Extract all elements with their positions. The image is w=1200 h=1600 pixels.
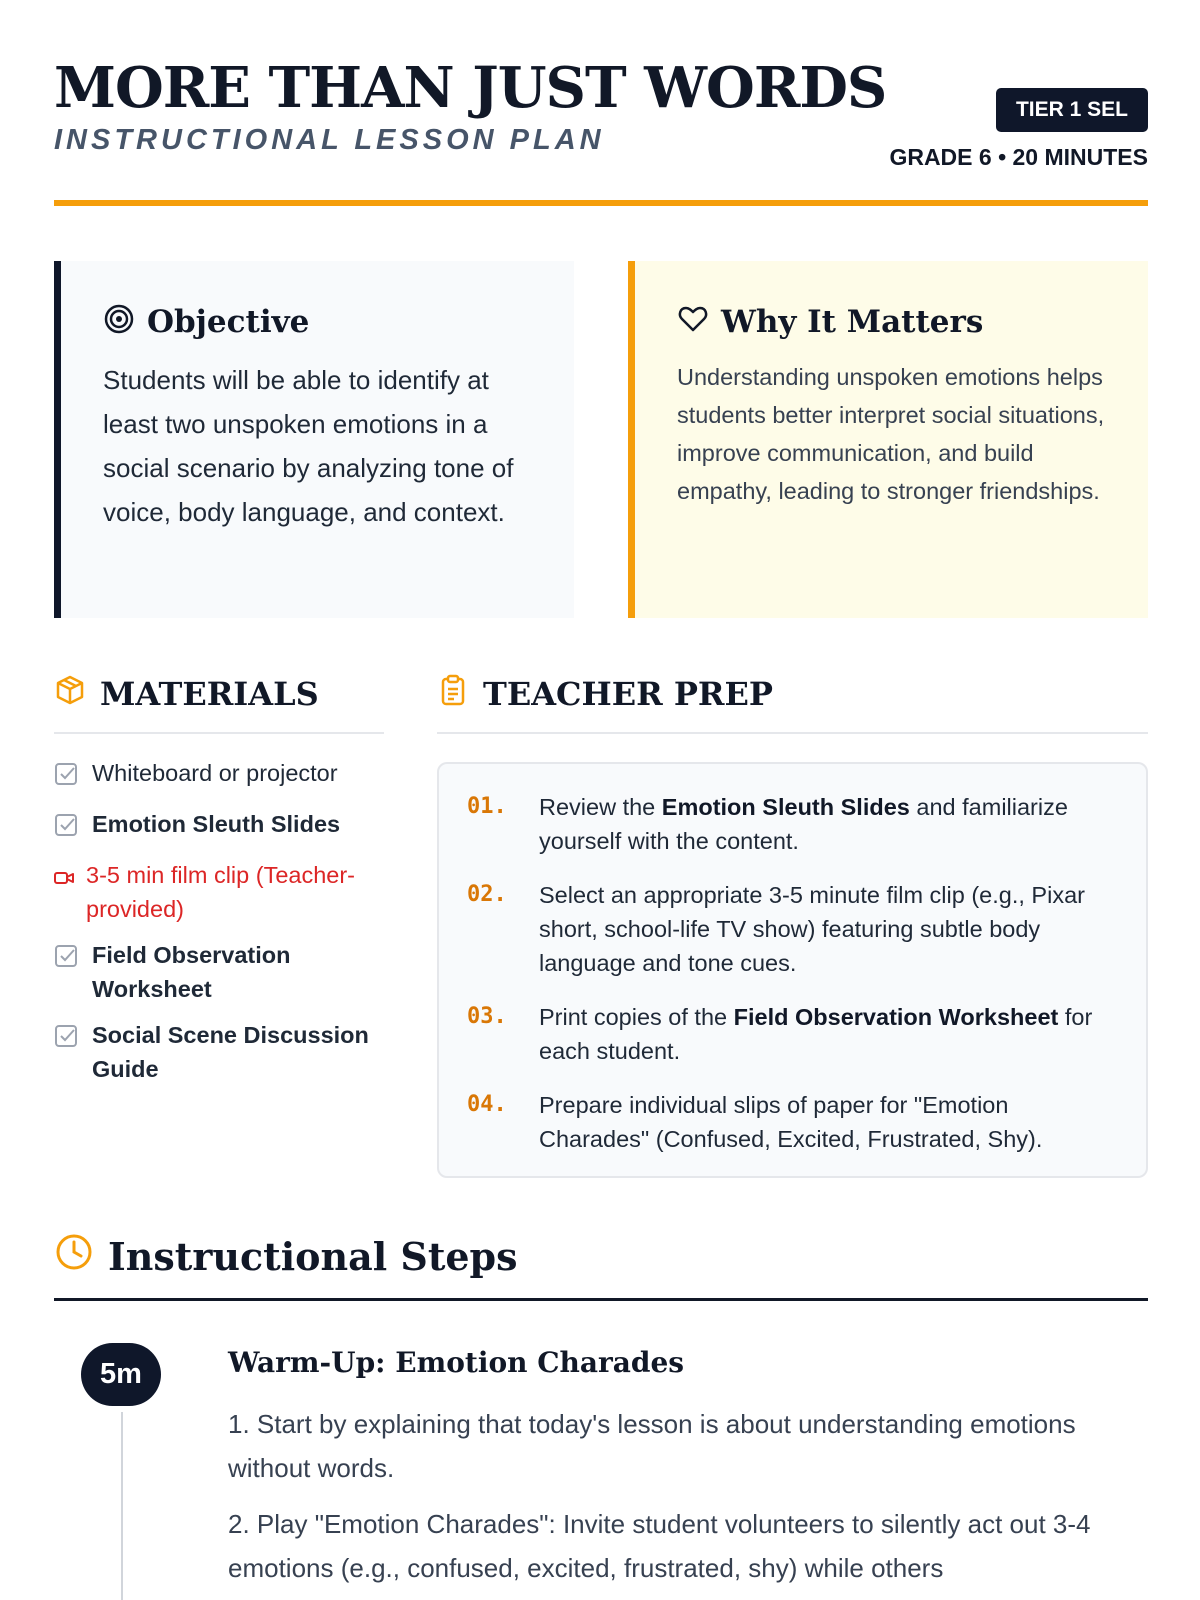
check-square-icon xyxy=(54,807,80,846)
clipboard-icon xyxy=(437,674,469,714)
step-line: 1. Start by explaining that today's lesson is about understanding emotions without words. xyxy=(228,1409,1076,1483)
objective-card xyxy=(54,261,574,618)
clock-icon xyxy=(54,1232,94,1281)
teacher-prep-heading: TEACHER PREP xyxy=(437,674,773,714)
instructional-steps-heading: Instructional Steps xyxy=(54,1232,518,1281)
list-item: Emotion Sleuth Slides xyxy=(54,807,384,846)
page-subtitle: INSTRUCTIONAL LESSON PLAN xyxy=(54,124,605,156)
step-body xyxy=(228,1402,1148,1600)
video-icon xyxy=(54,858,74,926)
step-duration-badge: 5m xyxy=(81,1343,161,1406)
tier-badge: TIER 1 SEL xyxy=(996,88,1148,132)
page-title: MORE THAN JUST WORDS xyxy=(54,55,887,121)
list-item: 02. Select an appropriate 3-5 minute film clip (e.g., Pixar short, school-life TV show) featuring subtle body language and tone cues. xyxy=(467,882,1085,976)
list-item: 04. Prepare individual slips of paper for "Emotion Charades" (Confused, Excited, Frustrated, Shy). xyxy=(467,1092,1043,1152)
why-text: Understanding unspoken emotions helps students better interpret social situations, improve communication, and build empathy, leading to stronger friendships. xyxy=(677,364,1105,504)
why-heading: Why It Matters xyxy=(721,303,984,340)
list-item: 01. Review the Emotion Sleuth Slides and familiarize yourself with the content. xyxy=(467,794,1068,854)
timeline-line xyxy=(121,1412,123,1600)
list-item: Whiteboard or projector xyxy=(54,756,384,795)
materials-heading: MATERIALS xyxy=(54,674,319,714)
list-item: 03. Print copies of the Field Observation Worksheet for each student. xyxy=(467,1004,1093,1064)
heart-icon xyxy=(677,303,709,340)
step-line: 2. Play "Emotion Charades": Invite student volunteers to silently act out 3-4 emotions (e.g., confused, excited, frustrated, shy) while others xyxy=(228,1509,1091,1583)
teacher-prep-box xyxy=(437,762,1148,1178)
package-icon xyxy=(54,674,86,714)
check-square-icon xyxy=(54,1018,80,1086)
objective-heading: Objective xyxy=(147,303,310,340)
target-icon xyxy=(103,303,135,340)
header-divider xyxy=(54,200,1148,206)
check-square-icon xyxy=(54,938,80,1006)
teacher-prep-divider xyxy=(437,732,1148,734)
step-title: Warm-Up: Emotion Charades xyxy=(228,1346,685,1379)
steps-divider xyxy=(54,1298,1148,1301)
lesson-header xyxy=(54,56,1148,208)
materials-divider xyxy=(54,732,384,734)
grade-duration: GRADE 6 • 20 MINUTES xyxy=(889,144,1148,170)
why-it-matters-card xyxy=(628,261,1148,618)
materials-list xyxy=(54,756,384,1098)
list-item: Field Observation Worksheet xyxy=(54,938,384,1006)
objective-text: Students will be able to identify at least two unspoken emotions in a social scenario by analyzing tone of voice, body language, and context. xyxy=(103,365,514,527)
check-square-icon xyxy=(54,756,80,795)
list-item: Social Scene Discussion Guide xyxy=(54,1018,384,1086)
list-item: 3-5 min film clip (Teacher-provided) xyxy=(54,858,384,926)
